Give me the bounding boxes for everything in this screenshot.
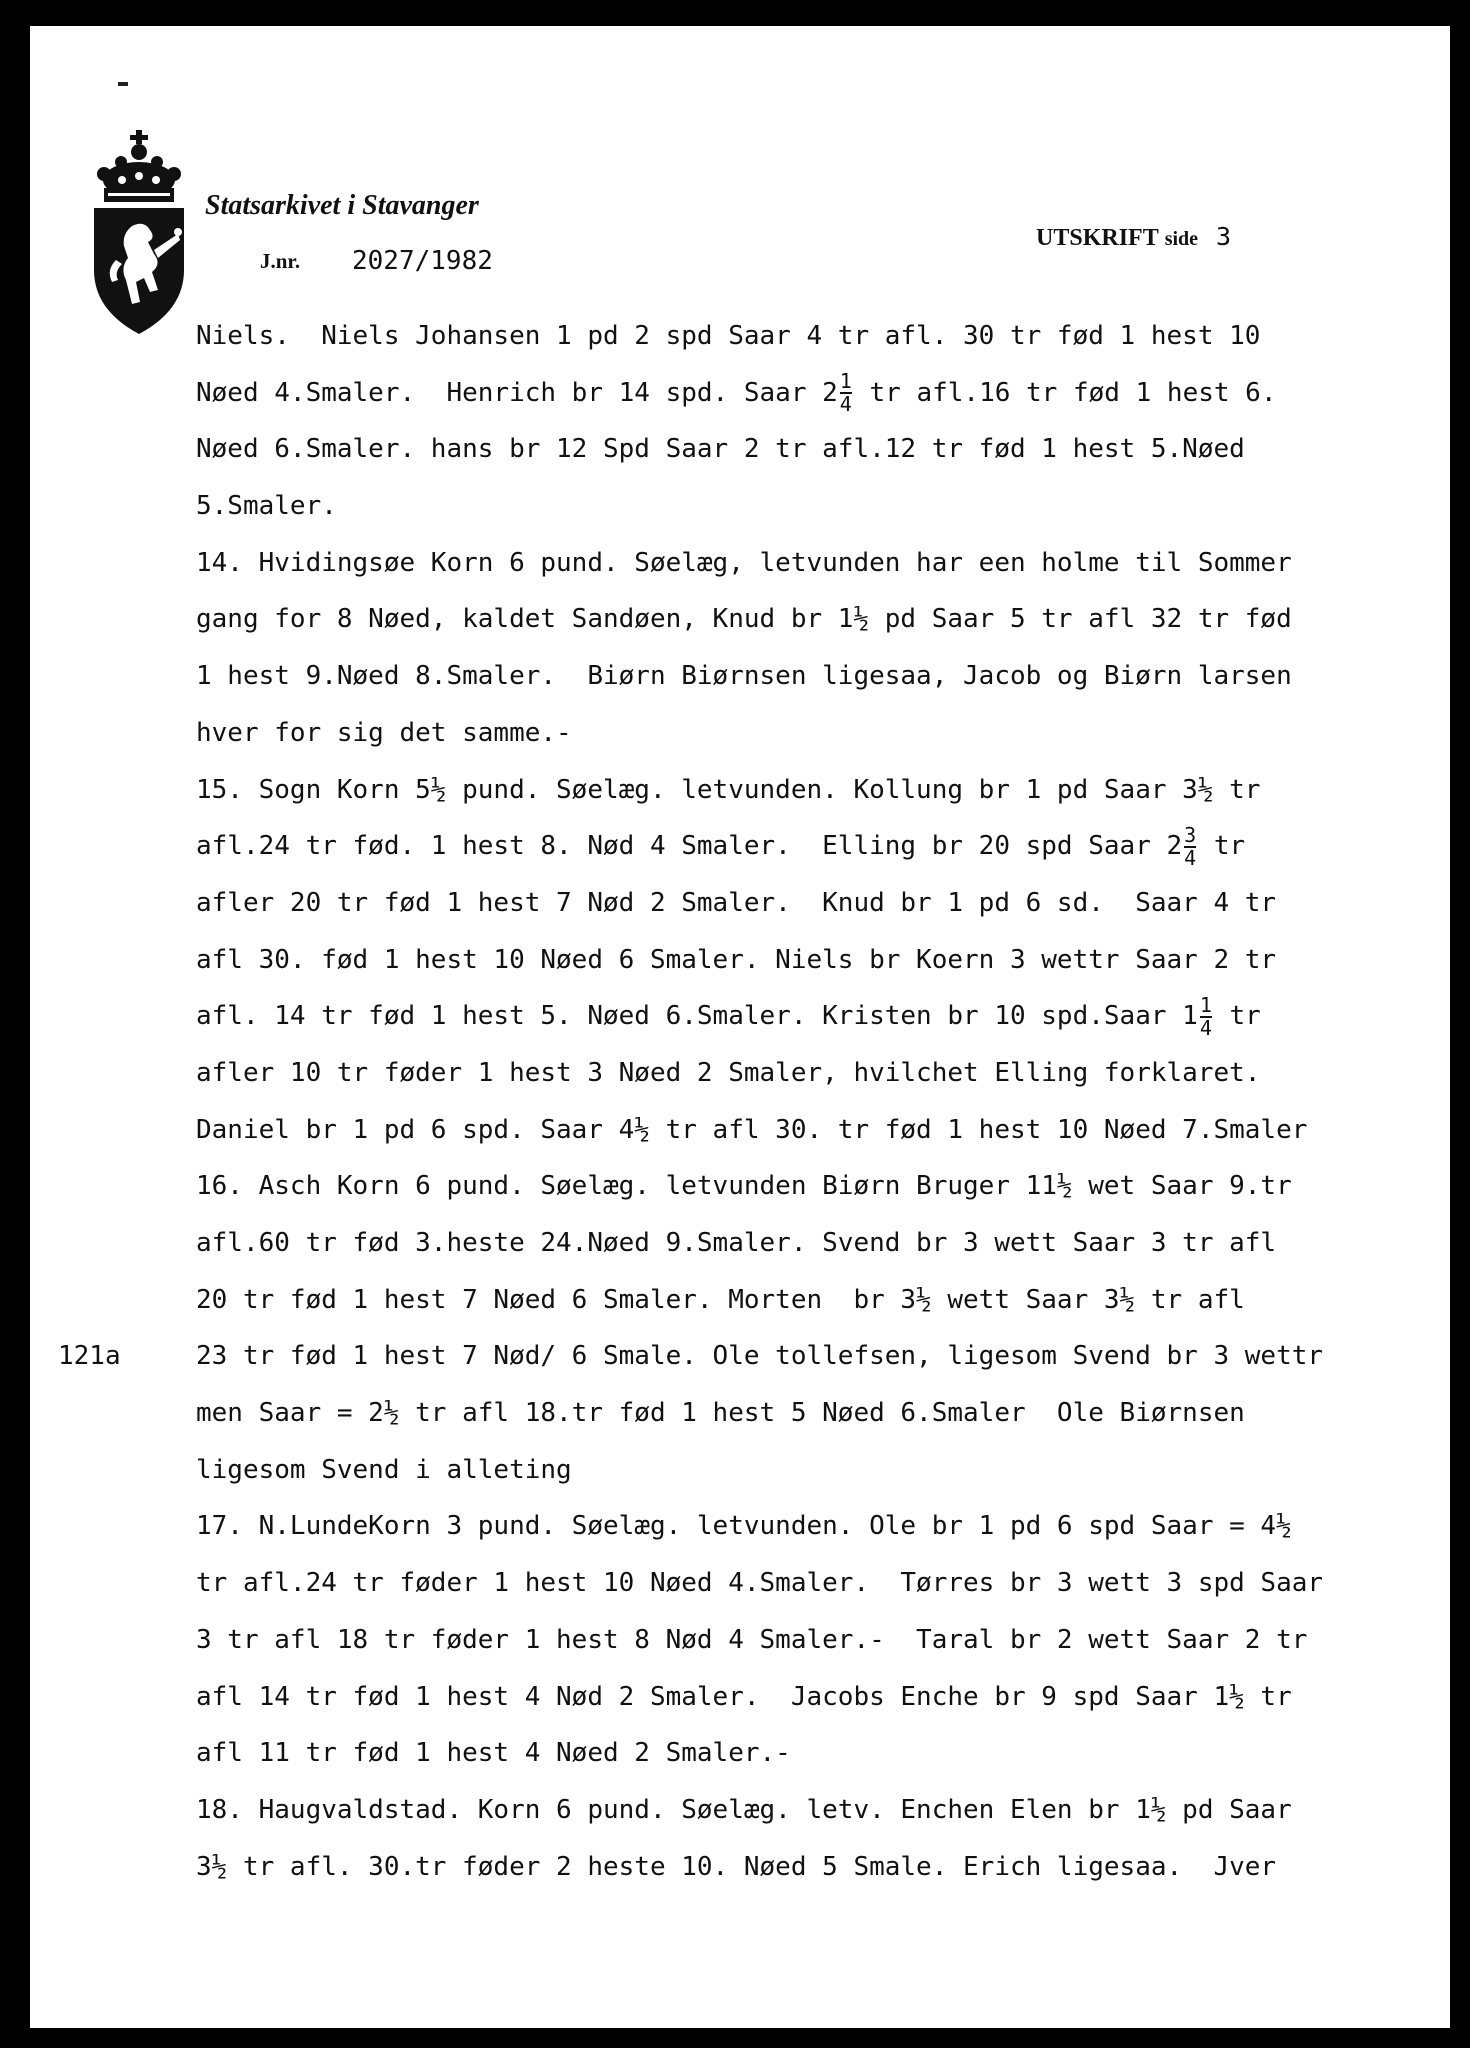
text-line — [196, 1612, 1446, 1669]
line-text: 20 tr fød 1 hest 7 Nøed 6 Smaler. Morten br 3½ wett Saar 3½ tr afl — [196, 1284, 1245, 1315]
text-line — [196, 1669, 1446, 1726]
text-line — [196, 478, 1446, 535]
line-text: afler 10 tr føder 1 hest 3 Nøed 2 Smaler, hvilchet Elling forklaret. — [196, 1057, 1261, 1088]
text-line — [196, 1215, 1446, 1272]
text-line — [196, 875, 1446, 932]
text-line — [196, 1442, 1446, 1499]
fraction — [840, 371, 852, 415]
text-line — [196, 988, 1446, 1045]
text-line — [196, 308, 1446, 365]
line-text-continued: tr — [1213, 1001, 1261, 1032]
text-line — [196, 648, 1446, 705]
line-text: 16. Asch Korn 6 pund. Søelæg. letvunden Biørn Bruger 11½ wet Saar 9.tr — [196, 1171, 1292, 1202]
line-text: 3 tr afl 18 tr føder 1 hest 8 Nød 4 Smaler.- Taral br 2 wett Saar 2 tr — [196, 1624, 1308, 1655]
fraction-denominator: 4 — [839, 392, 852, 417]
line-text: 14. Hvidingsøe Korn 6 pund. Søelæg, letvunden har een holme til Sommer — [196, 547, 1292, 578]
text-line — [196, 591, 1446, 648]
text-line — [196, 1782, 1446, 1839]
fraction-numerator: 1 — [1199, 992, 1212, 1017]
line-text: Nøed 6.Smaler. hans br 12 Spd Saar 2 tr afl.12 tr fød 1 hest 5.Nøed — [196, 434, 1245, 465]
fraction-numerator: 3 — [1184, 822, 1197, 847]
line-text: ligesom Svend i alleting — [196, 1454, 572, 1485]
line-text: gang for 8 Nøed, kaldet Sandøen, Knud br 1½ pd Saar 5 tr afl 32 tr fød — [196, 604, 1292, 635]
line-text: hver for sig det samme.- — [196, 717, 572, 748]
utskrift-label: UTSKRIFT — [1036, 225, 1159, 251]
text-line — [196, 818, 1446, 875]
document-page — [30, 26, 1450, 2028]
fraction — [1199, 992, 1212, 1040]
text-line — [196, 421, 1446, 478]
fraction-denominator: 4 — [1199, 1015, 1212, 1040]
fraction-numerator: 1 — [839, 369, 852, 394]
journal-number-value: 2027/1982 — [352, 246, 493, 276]
line-text: afl.60 tr fød 3.heste 24.Nøed 9.Smaler. Svend br 3 wett Saar 3 tr afl — [196, 1228, 1277, 1258]
line-text: tr afl.24 tr føder 1 hest 10 Nøed 4.Smaler. Tørres br 3 wett 3 spd Saar — [196, 1568, 1324, 1599]
line-text: afl 30. fød 1 hest 10 Nøed 6 Smaler. Niels br Koern 3 wettr Saar 2 tr — [196, 944, 1277, 975]
line-text: 5.Smaler. — [196, 491, 337, 522]
page-heading — [1036, 222, 1231, 252]
norwegian-coat-of-arms-icon — [92, 130, 186, 336]
line-text: 15. Sogn Korn 5½ pund. Søelæg. letvunden. Kollung br 1 pd Saar 3½ tr — [196, 774, 1261, 805]
text-line — [196, 932, 1446, 989]
journal-number-label: J.nr. — [260, 249, 301, 273]
text-line — [58, 1328, 1446, 1385]
line-text: afl 14 tr fød 1 hest 4 Nød 2 Smaler. Jacobs Enche br 9 spd Saar 1½ tr — [196, 1681, 1292, 1712]
line-text: 23 tr fød 1 hest 7 Nød/ 6 Smale. Ole tollefsen, ligesom Svend br 3 wettr — [196, 1341, 1324, 1372]
line-text: Nøed 4.Smaler. Henrich br 14 spd. Saar 2 — [196, 377, 838, 408]
line-text: men Saar = 2½ tr afl 18.tr fød 1 hest 5 Nøed 6.Smaler Ole Biørnsen — [196, 1398, 1245, 1429]
fraction-denominator: 4 — [1184, 845, 1197, 870]
line-text: 1 hest 9.Nøed 8.Smaler. Biørn Biørnsen ligesaa, Jacob og Biørn larsen — [196, 661, 1292, 692]
line-text: Niels. Niels Johansen 1 pd 2 spd Saar 4 tr afl. 30 tr fød 1 hest 10 — [196, 321, 1261, 351]
archive-title: Statsarkivet i Stavanger — [205, 190, 479, 221]
transcription-body — [58, 308, 1446, 1895]
text-line — [196, 365, 1446, 422]
text-line — [196, 1272, 1446, 1329]
side-label: side — [1164, 228, 1199, 250]
scan-mark — [118, 82, 128, 86]
fraction — [1184, 822, 1197, 870]
line-text-continued: tr afl.16 tr fød 1 hest 6. — [853, 377, 1277, 408]
text-line — [196, 1045, 1446, 1102]
page-number: 3 — [1216, 222, 1232, 251]
line-text: afl. 14 tr fød 1 hest 5. Nøed 6.Smaler. Kristen br 10 spd.Saar 1 — [196, 1001, 1198, 1032]
line-text: afler 20 tr fød 1 hest 7 Nød 2 Smaler. Knud br 1 pd 6 sd. Saar 4 tr — [196, 887, 1277, 918]
line-text: 17. N.LundeKorn 3 pund. Søelæg. letvunden. Ole br 1 pd 6 spd Saar = 4½ — [196, 1511, 1292, 1542]
text-line — [196, 1839, 1446, 1896]
text-line — [196, 1555, 1446, 1612]
line-text-continued: tr — [1198, 831, 1246, 862]
margin-note: 121a — [58, 1341, 121, 1372]
line-text: 3½ tr afl. 30.tr føder 2 heste 10. Nøed 5 Smale. Erich ligesaa. Jver — [196, 1851, 1277, 1882]
text-line — [196, 1158, 1446, 1215]
line-text: Daniel br 1 pd 6 spd. Saar 4½ tr afl 30. tr fød 1 hest 10 Nøed 7.Smaler — [196, 1114, 1308, 1145]
text-line — [196, 705, 1446, 762]
line-text: afl.24 tr fød. 1 hest 8. Nød 4 Smaler. Elling br 20 spd Saar 2 — [196, 831, 1183, 862]
text-line — [196, 1385, 1446, 1442]
text-line — [196, 762, 1446, 819]
text-line — [196, 535, 1446, 592]
line-text: 18. Haugvaldstad. Korn 6 pund. Søelæg. letv. Enchen Elen br 1½ pd Saar — [196, 1794, 1292, 1825]
text-line — [196, 1102, 1446, 1159]
text-line — [196, 1725, 1446, 1782]
line-text: afl 11 tr fød 1 hest 4 Nøed 2 Smaler.- — [196, 1738, 791, 1769]
text-line — [196, 1498, 1446, 1555]
